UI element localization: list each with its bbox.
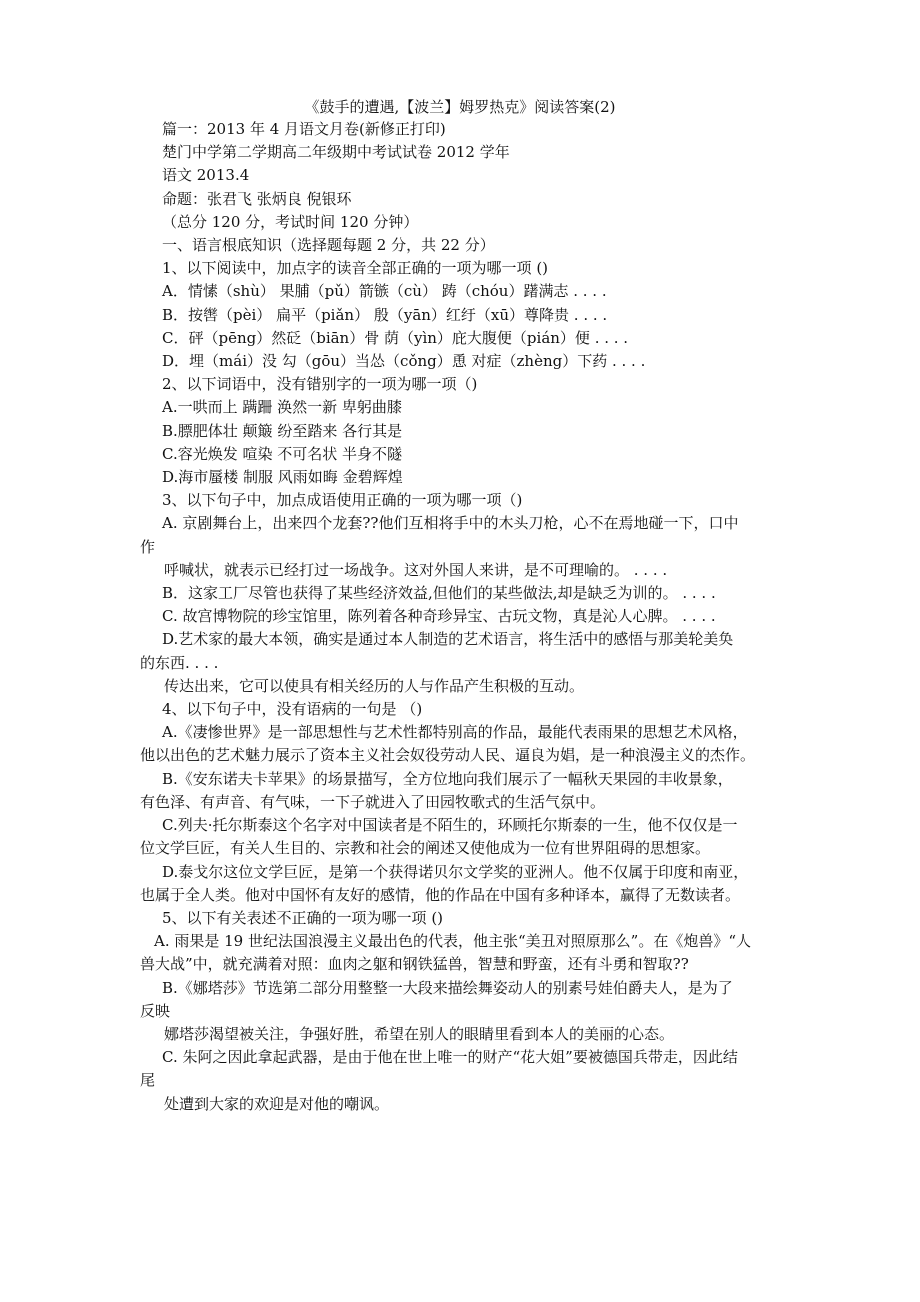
text-line: D．埋（mái）没 勾（gōu）当怂（cǒng）恿 对症（zhèng）下药 . . . .: [162, 352, 646, 371]
text-line: 传达出来，它可以使具有相关经历的人与作品产生积极的互动。: [164, 676, 585, 695]
text-line: A.《凄惨世界》是一部思想性与艺术性都特别高的作品，最能代表雨果的思想艺术风格，: [162, 723, 748, 742]
text-line: D.泰戈尔这位文学巨匠，是第一个获得诺贝尔文学奖的亚洲人。他不仅属于印度和南亚，: [162, 862, 749, 881]
text-line: 的东西. . . .: [140, 653, 219, 672]
text-line: 也属于全人类。他对中国怀有友好的感情，他的作品在中国有多种译本，赢得了无数读者。: [140, 885, 741, 904]
text-line: 位文学巨匠，有关人生目的、宗教和社会的阐述又使他成为一位有世界阻碍的思想家。: [140, 839, 711, 858]
text-line: A.一哄而上 蹒跚 涣然一新 卑躬曲膝: [162, 398, 402, 417]
text-line: 楚门中学第二学期高二年级期中考试试卷 2012 学年: [162, 143, 510, 162]
document-body: [140, 118, 790, 1116]
text-line: B.《娜塔莎》节选第二部分用整整一大段来描绘舞姿动人的别素号娃伯爵夫人，是为了: [162, 978, 733, 997]
text-line: 命题：张君飞 张炳良 倪银环: [162, 189, 352, 208]
text-line: 兽大战”中，就充满着对照：血肉之躯和钢铁猛兽，智慧和野蛮，还有斗勇和智取??: [140, 955, 689, 974]
text-line: C. 故宫博物院的珍宝馆里，陈列着各种奇珍异宝、古玩文物，真是沁人心脾。 . . . .: [162, 607, 716, 626]
text-line: 有色泽、有声音、有气味，一下子就进入了田园牧歌式的生活气氛中。: [140, 792, 606, 811]
text-line: 他以出色的艺术魅力展示了资本主义社会奴役劳动人民、逼良为娼，是一种浪漫主义的杰作。: [140, 746, 756, 765]
text-line: 语文 2013.4: [162, 166, 250, 185]
text-line: 一、语言根底知识（选择题每题 2 分，共 22 分）: [162, 236, 495, 255]
text-line: A. 雨果是 19 世纪法国浪漫主义最出色的代表，他主张“美丑对照原那么”。在《炮兽》“人: [154, 932, 752, 951]
text-line: D.艺术家的最大本领，确实是通过本人制造的艺术语言，将生活中的感悟与那美轮美奂: [162, 630, 734, 649]
text-line: 处遭到大家的欢迎是对他的嘲讽。: [164, 1094, 390, 1113]
text-line: 反映: [140, 1001, 171, 1020]
text-line: B.《安东诺夫卡苹果》的场景描写，全方位地向我们展示了一幅秋天果园的丰收景象，: [162, 769, 733, 788]
text-line: C.容光焕发 喧染 不可名状 半身不隧: [162, 444, 403, 463]
text-line: （总分 120 分，考试时间 120 分钟）: [162, 212, 419, 231]
text-line: B.膘肥体壮 颠簸 纷至踏来 各行其是: [162, 421, 403, 440]
text-line: C.列夫·托尔斯泰这个名字对中国读者是不陌生的，环顾托尔斯泰的一生，他不仅仅是一: [162, 816, 738, 835]
text-line: C. 朱阿之因此拿起武器，是由于他在世上唯一的财产“花大姐”要被德国兵带走，因此结: [162, 1048, 738, 1067]
text-line: 5、以下有关表述不正确的一项为哪一项 (): [162, 908, 444, 927]
text-line: 作: [140, 537, 156, 556]
text-line: 4、以下句子中，没有语病的一句是 （): [162, 700, 423, 719]
text-line: 呼喊状，就表示已经打过一场战争。这对外国人来讲，是不可理喻的。 . . . .: [164, 560, 668, 579]
text-line: A．情愫（shù） 果脯（pǔ）箭镞（cù） 踌（chóu）躇满志 . . . .: [162, 282, 607, 301]
text-line: D.海市蜃楼 制服 风雨如晦 金碧辉煌: [162, 468, 403, 487]
text-line: 尾: [140, 1071, 156, 1090]
text-line: 2、以下词语中，没有错别字的一项为哪一项（): [162, 375, 478, 394]
text-line: B．按辔（pèi） 扁平（piǎn） 殷（yān）红纡（xū）尊降贵 . . . .: [162, 305, 608, 324]
text-line: B．这家工厂尽管也获得了某些经济效益,但他们的某些做法,却是缺乏为训的。 . . . .: [162, 584, 716, 603]
text-line: A. 京剧舞台上，出来四个龙套??他们互相将手中的木头刀枪，心不在焉地碰一下，口中: [162, 514, 739, 533]
text-line: 篇一：2013 年 4 月语文月卷(新修正打印): [162, 120, 446, 138]
text-line: 3、以下句子中，加点成语使用正确的一项为哪一项（): [162, 491, 523, 510]
page-title: 《鼓手的遭遇,【波兰】姆罗热克》阅读答案(2): [304, 98, 616, 116]
text-line: C．砰（pēng）然砭（biān）骨 荫（yìn）庇大腹便（pián）便 . . . .: [162, 328, 629, 347]
text-line: 1、以下阅读中，加点字的读音全部正确的一项为哪一项 (): [162, 259, 549, 278]
text-line: 娜塔莎渴望被关注，争强好胜，希望在别人的眼睛里看到本人的美丽的心态。: [164, 1024, 675, 1043]
